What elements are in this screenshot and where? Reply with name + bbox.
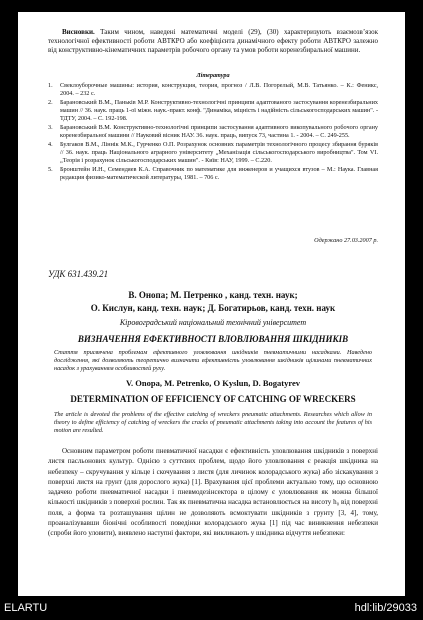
abstract-ua: Стаття присвячена проблемам ефективного уловлювання шкідників пневматичними насадками. Наведено дослідження, які дозволяють теоретично визначити ефективність уловлювання шкідників щілинами пневматичних насадок з урахуванням особливостей руху. <box>54 349 372 372</box>
conclusions-paragraph <box>48 28 378 55</box>
body-paragraph: Основним параметром роботи пневматичної насадки є ефективність уловлювання шкідників з поверхні листя пасльонових культур. Однією з суттєвих проблем, щодо його уловлювання є реакція шкідника на небезпеку – скручування у кільце і скочування з листя (для личинок колорадського жука) або зіскакування з поверхні листя на грунт (для дорослого жука) [1]. Врахування цієї проблеми актуально тому, що основною задачею роботи пневматичної насадки і пневмодезінсектора в цілому є уловлювання як можна більшої кількості шкідників з поверхні рослин. Так як пневматична насадка встановлюється на висоту h₀ від поверхні поля, а форма та розташування щілин не дозволяють всмоктувати шкідників з грунту [3, 4], тому, проаналізувавши біонічні особливості поведінки колорадського жука [1] під час виникнення небезпеки (спроби його уловити), виявлено наступні фактори, які викликають у шкідника відчуття небезпеки: <box>48 447 378 538</box>
reference-item: 5. Бронштейн И.Н., Семендяев К.А. Справочник по математике для инженеров и учащихся втузов – М.: Наука. Главная редакция физико-математической литературы, 1981. – 706 с. <box>48 166 378 181</box>
reference-item: 2. Барановський В.М., Паньків М.Р. Конструктивно-технологічні принципи адаптованого застосування коренезбиральних машин // 36. наук. праць 1-ої міжн. наук.-практ. конф. "Динаміка, міцність і надійність сільськогосподарських машин". - ТДТУ, 2004. – С. 192-198. <box>48 99 378 122</box>
reference-item: 3. Барановський В.М. Конструктивно-технологічні принципи застосування адаптивного викопувального робочого органу коренезбиральної машини // Науковий вісник НАУ. 36. наук. праць, випуск 73, частина 1. - 2004. – С. 249-255. <box>48 124 378 139</box>
conclusions-label: Висновки. <box>62 28 95 36</box>
reference-item: 4. Булгаков В.М., Ліннік М.К., Гурченко О.П. Розрахунок основних параметрів технологічного процесу збирання буряків // 36. наук. праць Національного аграрного університету „Механізація сільськогосподарського виробництва". Том VI. „Теорія і розрахунок сільськогосподарських машин". - Київ: НАУ, 1999. – С.220. <box>48 141 378 164</box>
references-heading: Література <box>196 72 230 79</box>
reference-item: 1. Свеклоуборочные машины: история, конструкция, теория, прогноз / Л.В. Погорелый, М.В. Татьянко. – К.: Феникс, 2004. – 232 с. <box>48 82 378 97</box>
references-list <box>48 82 378 183</box>
conclusions-text: Таким чином, наведені математичні моделі (29), (30) характеризують взаємозв’язок технологічної ефективності роботи АВТКРО або коефіцієнта динамічного ефекту роботи АВТКРО залежно від конструктивно-кінематичних параметрів робочого органу та умов роботи коренезбиральної машини. <box>48 28 379 54</box>
authors-en: V. Onopa, M. Petrenko, O Kyslun, D. Bogatyrev <box>125 378 301 388</box>
footer-handle: hdl:lib/29033 <box>354 602 417 614</box>
title-ua: ВИЗНАЧЕННЯ ЕФЕКТИВНОСТІ ВЛОВЛЮВАННЯ ШКІДНИКІВ <box>77 334 349 344</box>
abstract-en: The article is devoted the problems of the effective catching of wreckers pneumatic attachments. Researches which allow in theory to define efficiency of catching of wreckers the cracks of pneumatic attachments taking into account the features of his motion are resulted. <box>54 411 372 434</box>
received-date: Одержано 27.03.2007 р. <box>314 237 378 244</box>
document-page <box>18 12 405 596</box>
udc-code: УДК 631.439.21 <box>48 269 109 279</box>
authors-line-2: О. Кислун, канд. техн. наук; Д. Богатирьов, канд. техн. наук <box>90 303 336 313</box>
footer-left-label: ELARTU <box>4 602 48 614</box>
title-en: DETERMINATION OF EFFICIENCY OF CATCHING OF WRECKERS <box>70 394 356 404</box>
affiliation: Кіровоградський національний технічний університет <box>119 318 307 327</box>
authors-line-1: В. Онопа; М. Петренко , канд. техн. наук; <box>128 290 298 300</box>
footer-bar <box>0 596 423 620</box>
